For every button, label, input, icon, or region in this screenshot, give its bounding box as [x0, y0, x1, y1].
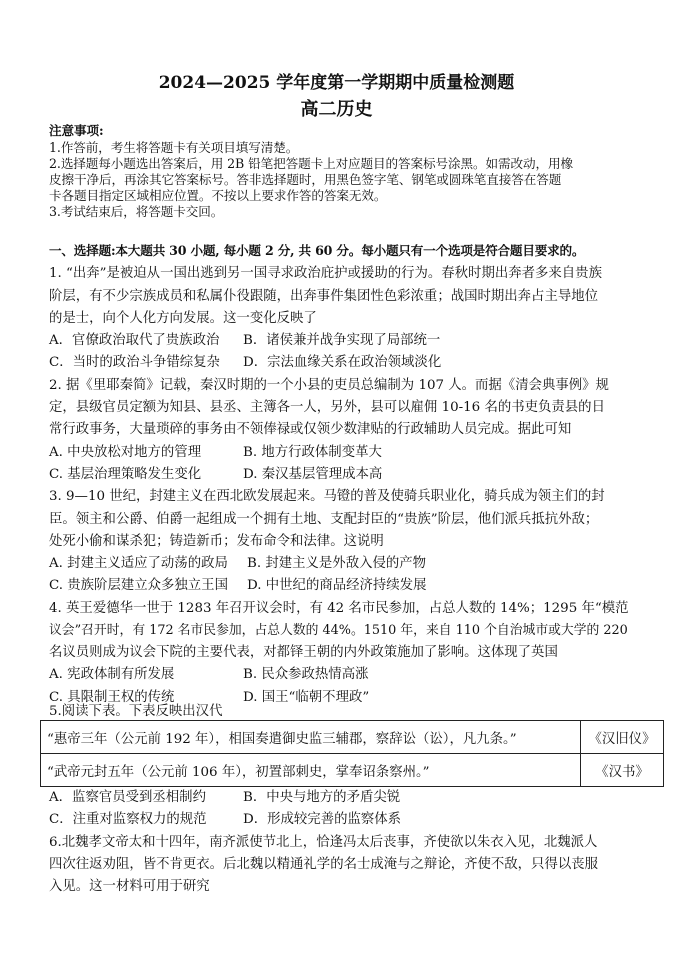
- notice-line: 皮擦干净后，再涂其它答案标号。答非选择题时，用黑色签字笔、钢笔或圆珠笔直接答在答题: [49, 172, 562, 187]
- q4-option-d: D. 国王“临朝不理政”: [243, 690, 370, 705]
- q5-option-a: A．监察官员受到丞相制约: [49, 790, 206, 805]
- question-3-line: 3. 9—10 世纪，封建主义在西北欧发展起来。马镫的普及使骑兵职业化，骑兵成为领主们的封: [49, 489, 605, 504]
- question-4-line: 4. 英王爱德华一世于 1283 年召开议会时，有 42 名市民参加，占总人数的 14%；1295 年“模范: [49, 601, 629, 616]
- q5-option-d: D．形成较完善的监察体系: [243, 812, 402, 827]
- q3-option-c: C. 贵族阶层建立众多独立王国: [49, 578, 228, 593]
- question-3-line: 臣。领主和公爵、伯爵一起组成一个拥有土地、支配封臣的“贵族”阶层，他们派兵抵抗外敌；: [49, 512, 599, 527]
- q3-option-b: B. 封建主义是外敌入侵的产物: [247, 556, 427, 571]
- q1-option-d: D．宗法血缘关系在政治领域淡化: [243, 355, 442, 370]
- notice-line: 卡各题目指定区域相应位置。不按以上要求作答的答案无效。: [49, 188, 387, 203]
- question-1-line: 阶层，有不少宗族成员和私属仆役跟随，出奔事件集团性色彩浓重；战国时期出奔占主导地位: [49, 289, 599, 304]
- question-5-stem: 5.阅读下表。下表反映出汉代: [49, 704, 223, 719]
- notice-line: 3.考试结束后，将答题卡交回。: [49, 204, 224, 219]
- q4-option-b: B. 民众参政热情高涨: [243, 667, 369, 682]
- question-4-line: 议会”召开时，有 172 名市民参加，占总人数的 44%。1510 年，来自 110 个自治城市或大学的 220: [49, 623, 628, 638]
- question-6-line: 四次往返劝阻，皆不肯更衣。后北魏以精通礼学的名士成淹与之辩论，齐使不敌，只得以丧服: [49, 857, 599, 872]
- question-3-line: 处死小偷和谋杀犯；铸造新币；发布命令和法律。这说明: [49, 534, 384, 549]
- q1-option-c: C．当时的政治斗争错综复杂: [49, 355, 220, 370]
- section-heading: 一、选择题:本大题共 30 小题, 每小题 2 分, 共 60 分。每小题只有一个选项是符合题目要求的。: [49, 243, 585, 258]
- exam-title: 2024—2025 学年度第一学期期中质量检测题: [158, 73, 515, 93]
- q2-option-b: B. 地方行政体制变革大: [243, 445, 382, 460]
- q2-option-d: D. 秦汉基层管理成本高: [243, 467, 383, 482]
- q4-option-a: A. 宪政体制有所发展: [49, 667, 175, 682]
- question-2-line: 定，县级官员定额为知县、县丞、主簿各一人，另外，县可以雇佣 10-16 名的书吏负责县的日: [49, 400, 605, 415]
- question-1-line: 的是士，向个人化方向发展。这一变化反映了: [49, 311, 317, 326]
- question-2-line: 常行政事务，大量琐碎的事务由不领俸禄或仅领少数津贴的行政辅助人员完成。据此可知: [49, 422, 572, 437]
- q5-option-c: C．注重对监察权力的规范: [49, 812, 207, 827]
- q5-table: [40, 720, 664, 787]
- q5-option-b: B．中央与地方的矛盾尖锐: [243, 790, 401, 805]
- q3-option-d: D. 中世纪的商品经济持续发展: [247, 578, 427, 593]
- q2-option-a: A. 中央放松对地方的管理: [49, 445, 202, 460]
- table-row: [41, 721, 664, 754]
- question-2-line: 2. 据《里耶秦简》记载，秦汉时期的一个小县的吏员总编制为 107 人。而据《清会典事例》规: [49, 378, 609, 393]
- notice-heading: 注意事项:: [49, 123, 104, 138]
- table-row: [41, 754, 664, 787]
- question-1-line: 1. “出奔”是被迫从一国出逃到另一国寻求政治庇护或援助的行为。春秋时期出奔者多来自贵族: [49, 266, 602, 281]
- question-4-line: 名议员则成为议会下院的主要代表，对都铎王朝的内外政策施加了影响。这体现了英国: [49, 645, 558, 660]
- table-cell-quote: “武帝元封五年（公元前 106 年），初置部刺史，掌奉诏条察州。”: [41, 754, 581, 787]
- notice-line: 2.选择题每小题选出答案后，用 2B 铅笔把答题卡上对应题目的答案标号涂黑。如需改动，用橡: [49, 156, 573, 171]
- notice-line: 1.作答前，考生将答题卡有关项目填写清楚。: [49, 140, 299, 155]
- exam-subject: 高二历史: [300, 99, 373, 120]
- q2-option-c: C. 基层治理策略发生变化: [49, 467, 202, 482]
- table-cell-quote: “惠帝三年（公元前 192 年），相国奏遣御史监三辅郡，察辞讼（讼），凡九条。”: [41, 721, 581, 754]
- q3-option-a: A. 封建主义适应了动荡的政局: [49, 556, 228, 571]
- q4-option-c: C. 具限制王权的传统: [49, 690, 175, 705]
- question-6-line: 入见。这一材料可用于研究: [49, 879, 210, 894]
- q1-option-b: B．诸侯兼并战争实现了局部统一: [243, 333, 441, 348]
- table-cell-source: 《汉旧仪》: [581, 721, 664, 754]
- question-6-line: 6.北魏孝文帝太和十四年，南齐派使节北上，恰逢冯太后丧事，齐使欲以朱衣入见，北魏派人: [49, 835, 598, 850]
- table-cell-source: 《汉书》: [581, 754, 664, 787]
- q1-option-a: A．官僚政治取代了贵族政治: [49, 333, 220, 348]
